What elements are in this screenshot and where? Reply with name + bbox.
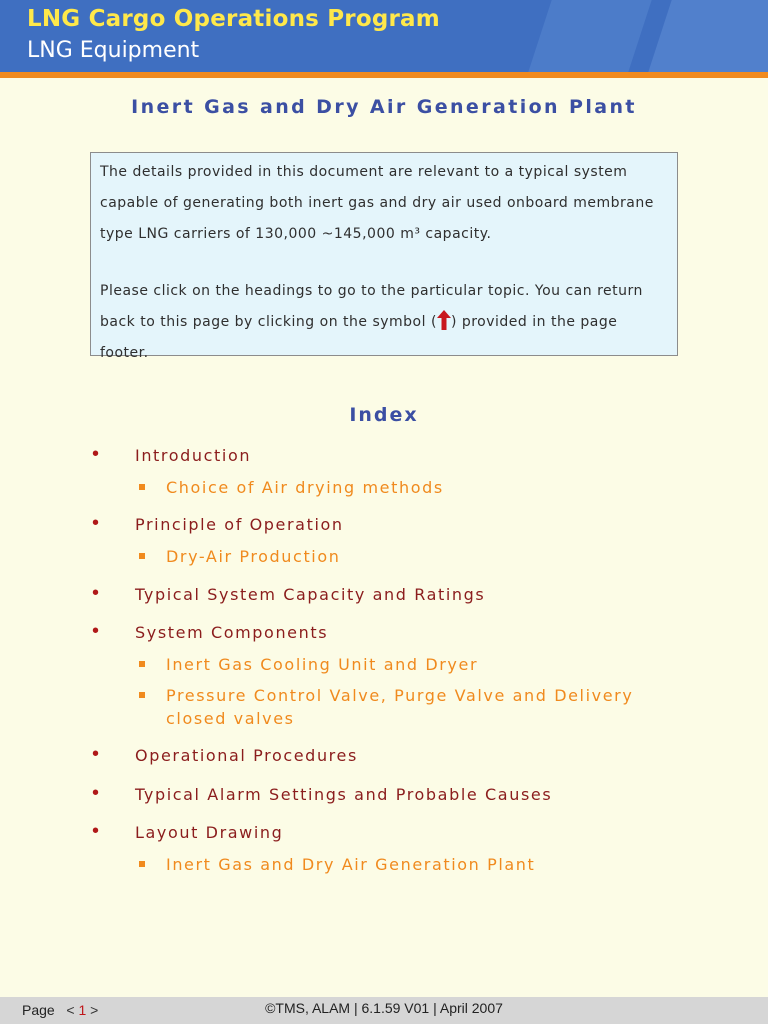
index-subitem-pressure-control-valve[interactable]: Pressure Control Valve, Purge Valve and Delivery closed valves bbox=[166, 686, 634, 728]
index-subitem-choice-of-air-drying[interactable]: Choice of Air drying methods bbox=[166, 478, 444, 497]
bullet-icon: • bbox=[92, 620, 100, 642]
page-label: Page bbox=[22, 1002, 55, 1018]
up-arrow-icon bbox=[437, 310, 451, 330]
info-paragraph-2 bbox=[100, 276, 668, 369]
page-heading: Inert Gas and Dry Air Generation Plant bbox=[131, 96, 637, 118]
bullet-icon: • bbox=[92, 582, 100, 604]
index-item-system-components[interactable]: System Components bbox=[135, 623, 329, 642]
bullet-icon: • bbox=[92, 820, 100, 842]
copyright-notice: ©TMS, ALAM | 6.1.59 V01 | April 2007 bbox=[265, 1000, 503, 1016]
index-subitem-cooling-unit-and-dryer[interactable]: Inert Gas Cooling Unit and Dryer bbox=[166, 655, 479, 674]
bullet-icon: • bbox=[92, 443, 100, 465]
bullet-icon: • bbox=[92, 743, 100, 765]
index-item-alarm-settings[interactable]: Typical Alarm Settings and Probable Causes bbox=[135, 785, 553, 804]
next-page-link[interactable]: > bbox=[90, 1002, 99, 1018]
square-bullet-icon bbox=[139, 553, 145, 559]
info-paragraph-2-start: Please click on the headings to go to the particular topic. You can return back to this page by clicking on the symbol ( bbox=[100, 283, 643, 330]
header-banner bbox=[0, 0, 768, 72]
index-item-introduction[interactable]: Introduction bbox=[135, 446, 252, 465]
info-paragraph-2-end: ) provided in the page footer. bbox=[100, 314, 618, 361]
square-bullet-icon bbox=[139, 661, 145, 667]
program-title: LNG Cargo Operations Program bbox=[27, 6, 440, 32]
index-item-principle-of-operation[interactable]: Principle of Operation bbox=[135, 515, 344, 534]
index-subitem-generation-plant-drawing[interactable]: Inert Gas and Dry Air Generation Plant bbox=[166, 855, 536, 874]
header-divider bbox=[0, 72, 768, 78]
section-subtitle: LNG Equipment bbox=[27, 38, 200, 63]
page-footer bbox=[0, 997, 768, 1024]
square-bullet-icon bbox=[139, 484, 145, 490]
index-heading: Index bbox=[349, 404, 419, 426]
info-paragraph-1: The details provided in this document are relevant to a typical system capable of generating both inert gas and dry air used onboard membrane type LNG carriers of 130,000 ~145,000 m³ capacity. bbox=[100, 164, 654, 242]
square-bullet-icon bbox=[139, 861, 145, 867]
square-bullet-icon bbox=[139, 692, 145, 698]
bullet-icon: • bbox=[92, 782, 100, 804]
index-item-layout-drawing[interactable]: Layout Drawing bbox=[135, 823, 284, 842]
header-decor-band bbox=[528, 0, 651, 72]
header-decor-band bbox=[648, 0, 768, 72]
info-box bbox=[90, 152, 678, 361]
index-item-system-capacity[interactable]: Typical System Capacity and Ratings bbox=[135, 585, 486, 604]
index-subitem-dry-air-production[interactable]: Dry-Air Production bbox=[166, 547, 341, 566]
page-number: 1 bbox=[78, 1002, 87, 1018]
bullet-icon: • bbox=[92, 512, 100, 534]
index-item-operational-procedures[interactable]: Operational Procedures bbox=[135, 746, 358, 765]
previous-page-link[interactable]: < bbox=[66, 1002, 75, 1018]
